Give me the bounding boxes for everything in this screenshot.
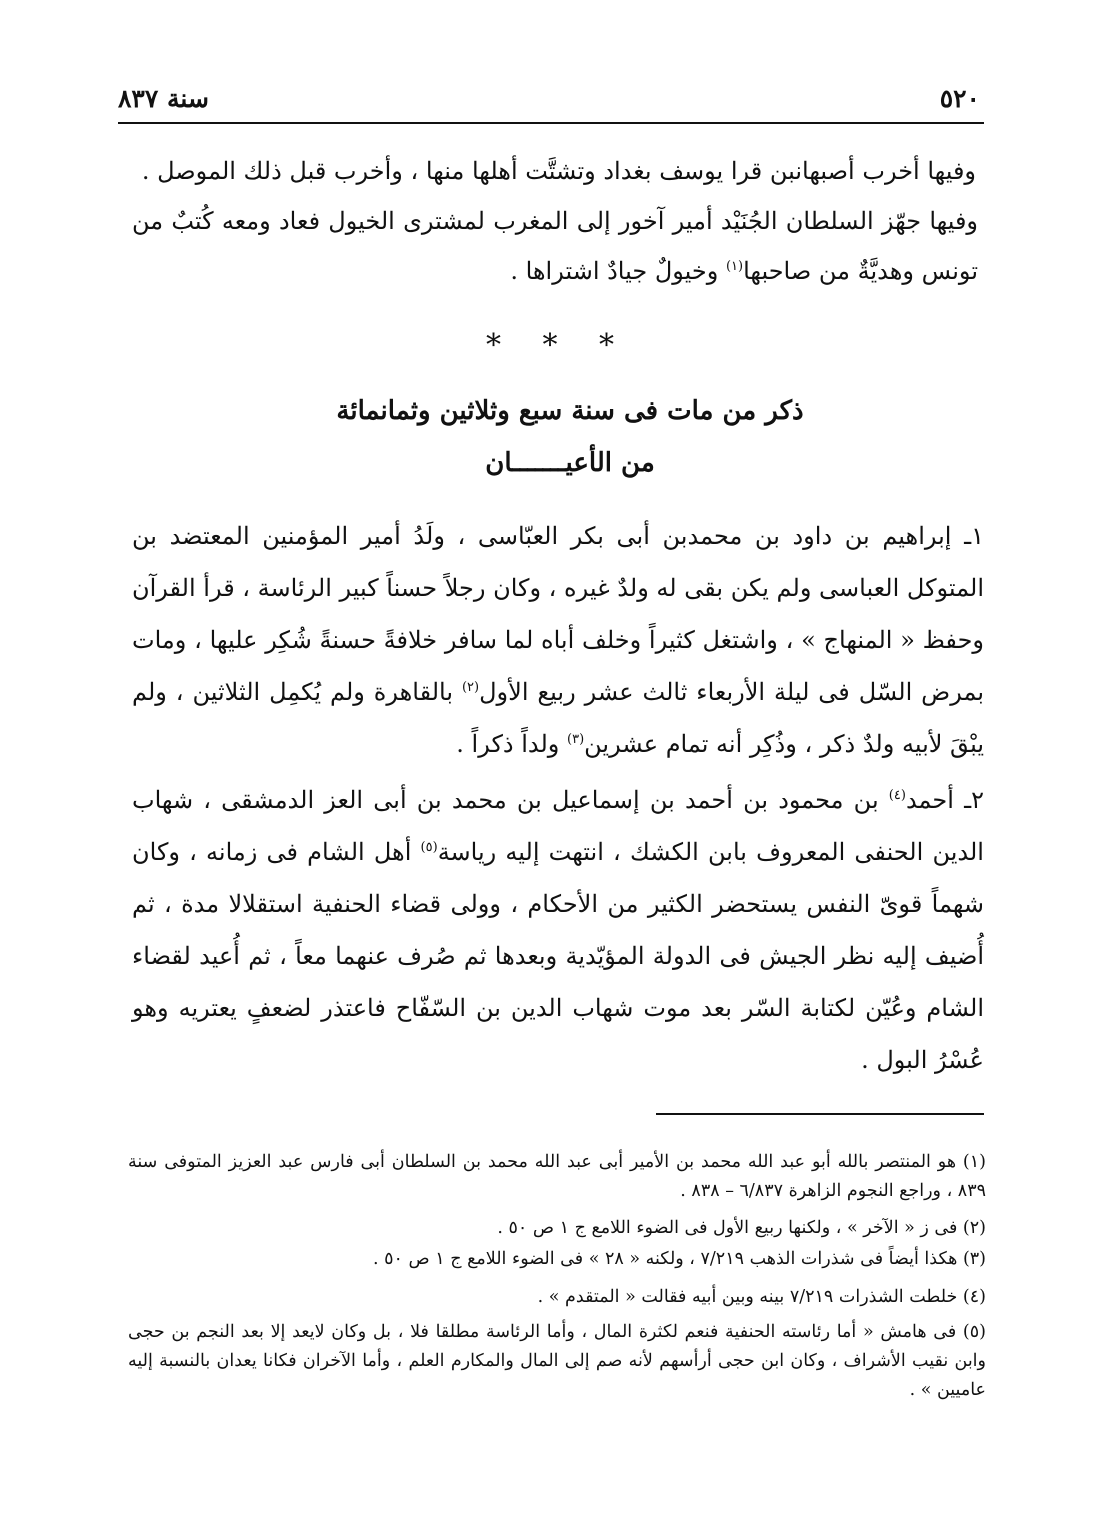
footnote-3: (٣) هكذا أيضاً فى شذرات الذهب ٧/٢١٩ ، ولكنه « ٢٨ » فى الضوء اللامع ج ١ ص ٥٠ . bbox=[373, 1249, 986, 1269]
section-heading: ذكر من مات فى سنة سبع وثلاثين وثمانمائة bbox=[336, 396, 804, 426]
footnote-4: (٤) خلطت الشذرات ٧/٢١٩ بينه وبين أبيه فقالت « المتقدم » . bbox=[537, 1287, 986, 1307]
footnote-5: (٥) فى هامش « أما رئاسته الحنفية فنعم لكثرة المال ، وأما الرئاسة مطلقا فلا ، بل وكان لايعد إلا بعد النجم بن حجى وابن نقيب الأشراف ، وكان ابن حجى أرأسهم لأنه صم إلى المال والمكارم العلم ، وأما الآخران فكانا يعدان بالنسبة إليه عاميين » . bbox=[128, 1322, 986, 1400]
section-subheading: من الأعيـــــــان bbox=[485, 448, 655, 478]
paragraph-junayd bbox=[132, 196, 978, 296]
section-separator: * * * bbox=[485, 328, 631, 363]
footnote-ref-5[interactable]: (٥) bbox=[420, 840, 438, 855]
entry-2-text-c: أهل الشام فى زمانه ، وكان شهماً قوىّ النفس يستحضر الكثير من الأحكام ، وولى قضاء الحنفية استقلالا مدة ، ثم أُضيف إليه نظر الجيش فى الدولة المؤيّدية وبعدها ثم صُرف عنهما معاً ، ثم أُعيد لقضاء الشام وعُيّن لكتابة السّر بعد موت شهاب الدين بن السّفّاح فاعتذر لضعفٍ يعتريه وهو عُسْرُ البول . bbox=[132, 838, 984, 1074]
footnote-1: (١) هو المنتصر بالله أبو عبد الله محمد بن الأمير أبى عبد الله محمد بن السلطان أبى فارس عبد العزيز المتوفى سنة ٨٣٩ ، وراجع النجوم الزاهرة ٦/٨٣٧ – ٨٣٨ . bbox=[128, 1152, 986, 1201]
entry-2-text-a: ٢ـ أحمد bbox=[905, 786, 984, 814]
obituary-entry-2 bbox=[132, 774, 984, 1086]
footnote-ref-2[interactable]: (٢) bbox=[461, 680, 480, 695]
footnote-2: (٢) فى ز « الآخر » ، ولكنها ربيع الأول فى الضوء اللامع ج ١ ص ٥٠ . bbox=[497, 1218, 986, 1238]
entry-2-text-b: بن محمود بن أحمد بن إسماعيل بن محمد بن أبى العز الدمشقى ، شهاب الدين الحنفى المعروف بابن الكشك ، انتهت إليه رياسة bbox=[132, 786, 984, 866]
page-number: ٥٢٠ bbox=[939, 84, 980, 113]
footnote-ref-1[interactable]: (١) bbox=[725, 259, 744, 274]
entry-1-text-b: بالقاهرة ولم يُكمِل الثلاثين ، ولم يبْقَ لأبيه ولدٌ ذكر ، وذُكِر أنه تمام عشرين bbox=[132, 678, 984, 758]
paragraph-isfahan: وفيها أخرب أصبهانبن قرا يوسف بغداد وتشتَّت أهلها منها ، وأخرب قبل ذلك الموصل . bbox=[141, 157, 976, 185]
header-rule bbox=[118, 122, 984, 124]
running-year: سنة ٨٣٧ bbox=[118, 84, 209, 113]
paragraph-junayd-text-after: وخيولٌ جيادٌ اشتراها . bbox=[510, 257, 726, 285]
paragraph-junayd-text: وفيها جهّز السلطان الجُنَيْد أمير آخور إلى المغرب لمشترى الخيول فعاد ومعه كُتبٌ من تونس وهديَّةٌ من صاحبها bbox=[132, 207, 978, 285]
footnote-ref-3[interactable]: (٣) bbox=[567, 732, 585, 747]
running-header bbox=[118, 84, 980, 120]
entry-1-text-a: ١ـ إبراهيم بن داود بن محمدبن أبى بكر العبّاسى ، ولَدُ أمير المؤمنين المعتضد بن المتوكل العباسى ولم يكن بقى له ولدٌ غيره ، وكان رجلاً حسناً كبير الرئاسة ، قرأ القرآن وحفظ « المنهاج » ، واشتغل كثيراً وخلف أباه لما سافر خلافةً حسنةً شُكِر عليها ، ومات بمرض السّل فى ليلة الأربعاء ثالث عشر ربيع الأول bbox=[132, 522, 985, 706]
obituary-entry-1 bbox=[132, 510, 984, 770]
footnote-rule bbox=[656, 1113, 984, 1115]
footnote-ref-4[interactable]: (٤) bbox=[888, 788, 906, 803]
entry-1-text-c: ولداً ذكراً . bbox=[456, 730, 567, 758]
